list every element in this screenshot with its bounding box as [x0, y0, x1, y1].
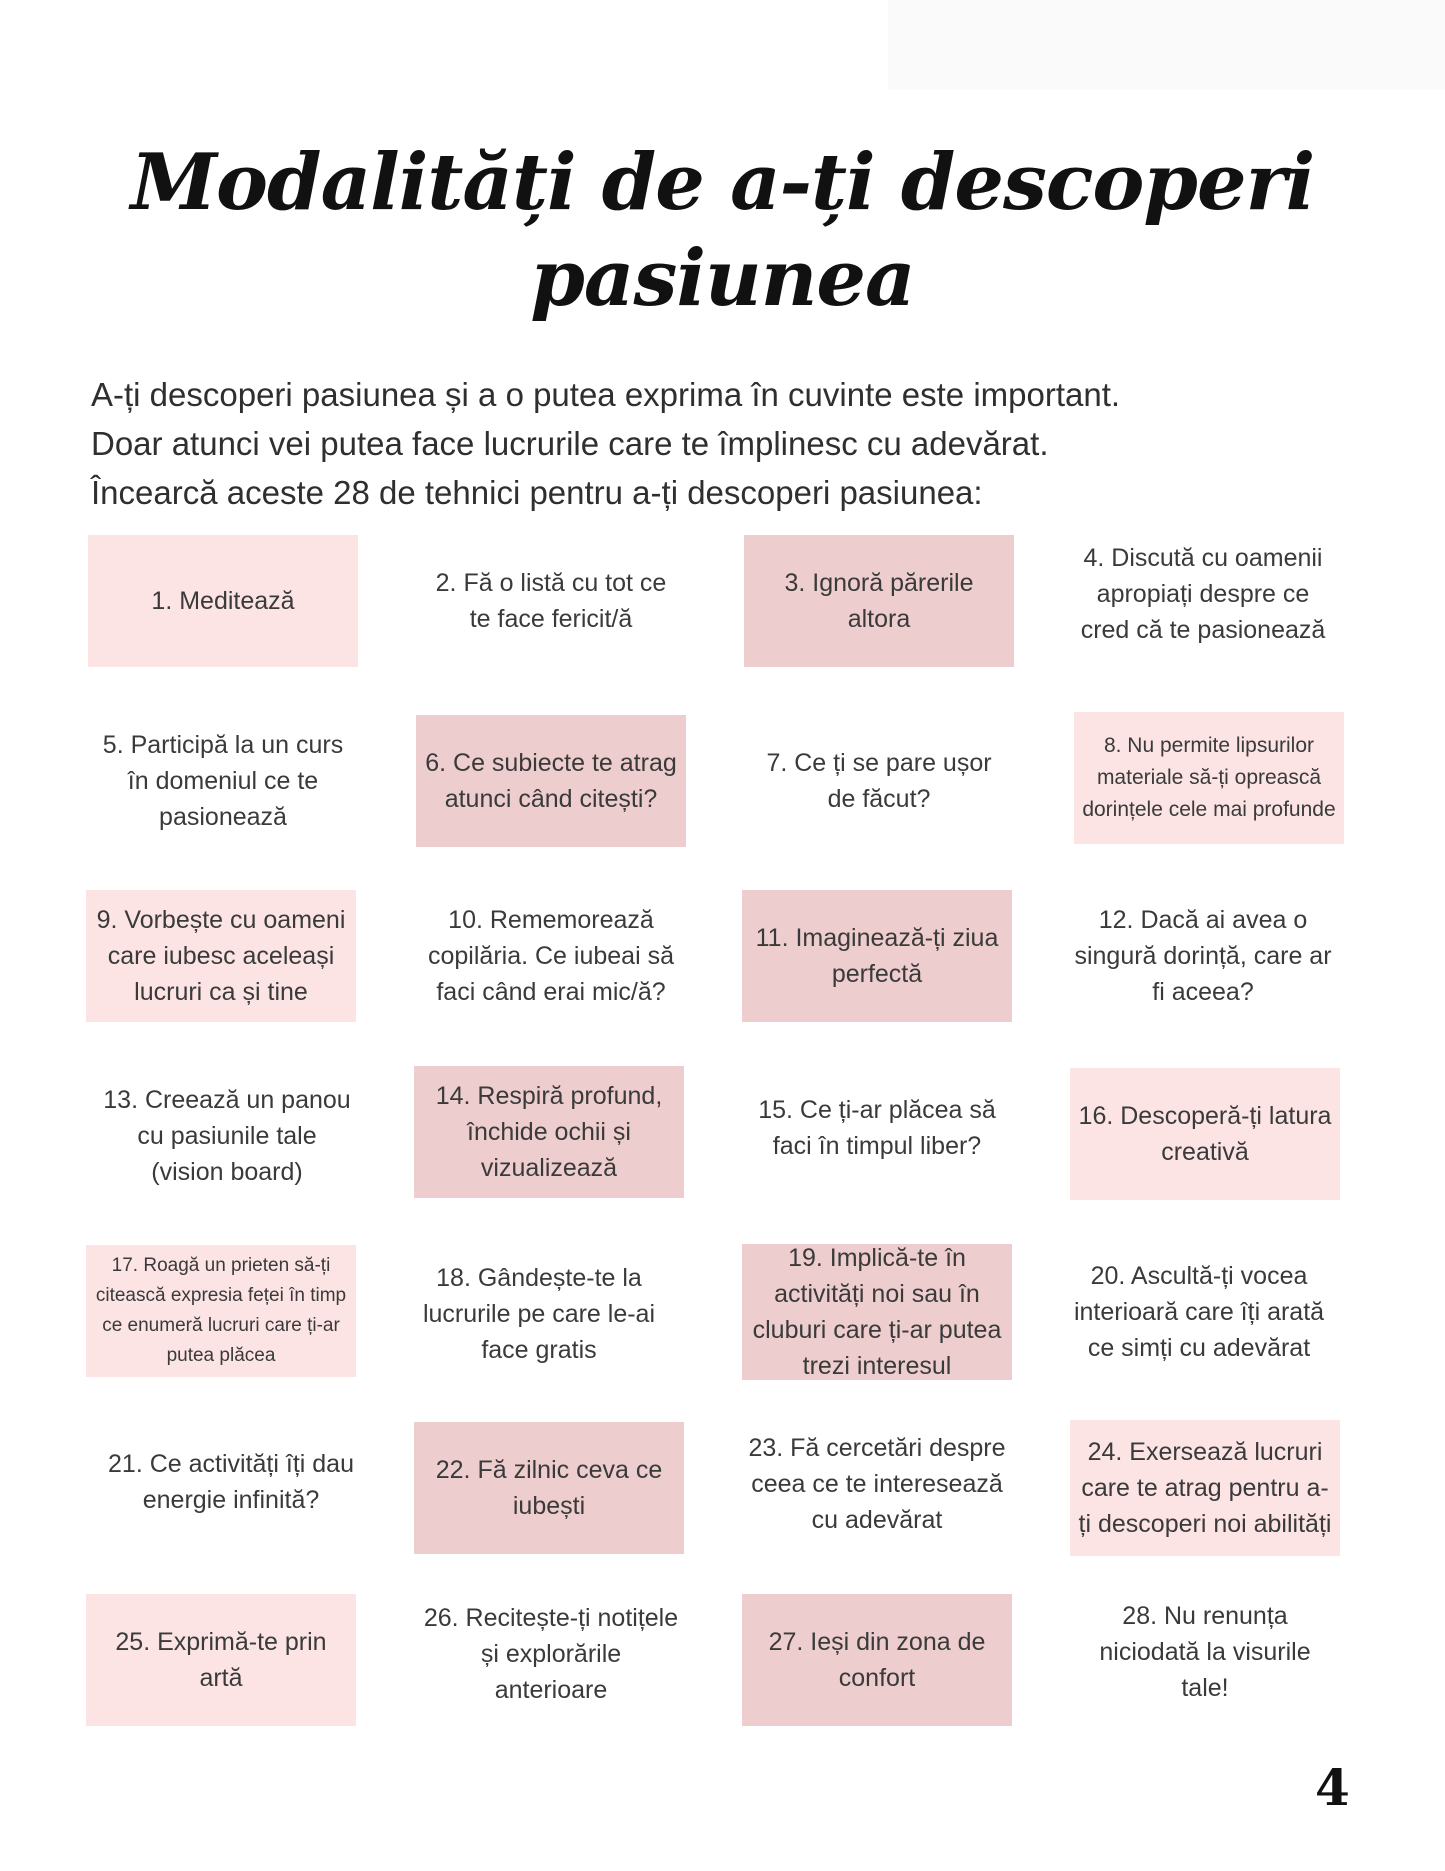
title-line-2: pasiunea — [530, 233, 915, 324]
technique-card-27 — [742, 1594, 1012, 1726]
technique-card-18 — [404, 1248, 674, 1380]
technique-text: 9. Vorbește cu oameni care iubesc aceleași lucruri ca și tine — [96, 906, 346, 1006]
intro-line: A-ți descoperi pasiunea și a o putea exprima în cuvinte este important. — [91, 376, 1121, 413]
technique-text: 20. Ascultă-ți vocea interioară care îți arată ce simți cu adevărat — [1073, 1262, 1325, 1362]
technique-text: 12. Dacă ai avea o singură dorință, care ar fi aceea? — [1074, 906, 1332, 1006]
intro-line: Doar atunci vei putea face lucrurile care te împlinesc cu adevărat. — [91, 425, 1049, 462]
technique-text: 19. Implică-te în activități noi sau în cluburi care ți-ar putea trezi interesul — [752, 1244, 1002, 1380]
technique-text: 2. Fă o listă cu tot ce te face fericit/ă — [435, 569, 667, 633]
technique-card-10 — [416, 890, 686, 1022]
title-line-1: Modalități de a-ți descoperi — [130, 137, 1315, 228]
technique-card-7 — [744, 715, 1014, 847]
technique-text: 16. Descoperă-ți latura creativă — [1078, 1102, 1332, 1166]
technique-text: 10. Rememorează copilăria. Ce iubeai să faci când erai mic/ă? — [428, 906, 674, 1006]
technique-card-11 — [742, 890, 1012, 1022]
technique-card-9 — [86, 890, 356, 1022]
technique-card-12 — [1068, 890, 1338, 1022]
technique-text: 25. Exprimă-te prin artă — [115, 1628, 327, 1692]
page-title — [0, 135, 1445, 327]
technique-text: 17. Roagă un prieten să-ți citească expresia feței în timp ce enumeră lucruri care ți-ar putea plăcea — [95, 1255, 347, 1366]
technique-card-1 — [88, 535, 358, 667]
technique-card-8 — [1074, 712, 1344, 844]
technique-text: 28. Nu renunța niciodată la visurile tale! — [1099, 1602, 1311, 1702]
technique-card-22 — [414, 1422, 684, 1554]
technique-card-24 — [1070, 1420, 1340, 1556]
technique-card-21 — [96, 1416, 366, 1548]
technique-text: 18. Gândește-te la lucrurile pe care le-ai face gratis — [422, 1264, 656, 1364]
technique-card-19 — [742, 1244, 1012, 1380]
technique-card-16 — [1070, 1068, 1340, 1200]
technique-card-4 — [1068, 528, 1338, 660]
technique-text: 5. Participă la un curs în domeniul ce te pasionează — [102, 731, 344, 831]
technique-text: 21. Ce activități îți dau energie infinită? — [108, 1450, 354, 1514]
technique-card-28 — [1070, 1586, 1340, 1718]
technique-text: 1. Meditează — [151, 587, 295, 615]
technique-card-23 — [742, 1418, 1012, 1550]
technique-card-3 — [744, 535, 1014, 667]
technique-text: 8. Nu permite lipsurilor materiale să-ți oprească dorințele cele mai profunde — [1082, 734, 1336, 821]
technique-card-6 — [416, 715, 686, 847]
technique-text: 7. Ce ți se pare ușor de făcut? — [766, 749, 992, 813]
corner-shade — [888, 0, 1445, 90]
technique-text: 23. Fă cercetări despre ceea ce te interesează cu adevărat — [748, 1434, 1006, 1534]
technique-text: 15. Ce ți-ar plăcea să faci în timpul liber? — [758, 1096, 996, 1160]
technique-text: 24. Exersează lucruri care te atrag pentru a-ți descoperi noi abilități — [1078, 1438, 1332, 1538]
intro-line: Încearcă aceste 28 de tehnici pentru a-ți descoperi pasiunea: — [91, 474, 983, 511]
technique-card-13 — [92, 1070, 362, 1202]
technique-card-2 — [416, 535, 686, 667]
technique-text: 4. Discută cu oamenii apropiați despre ce cred că te pasionează — [1080, 544, 1326, 644]
technique-text: 11. Imaginează-ți ziua perfectă — [755, 924, 999, 988]
technique-text: 27. Ieși din zona de confort — [768, 1628, 986, 1692]
technique-text: 22. Fă zilnic ceva ce iubești — [435, 1456, 663, 1520]
technique-card-17 — [86, 1245, 356, 1377]
technique-card-20 — [1064, 1246, 1334, 1378]
technique-text: 3. Ignoră părerile altora — [784, 569, 974, 633]
technique-card-26 — [416, 1588, 686, 1720]
technique-card-5 — [88, 715, 358, 847]
technique-card-15 — [742, 1062, 1012, 1194]
technique-text: 13. Creează un panou cu pasiunile tale (vision board) — [103, 1086, 351, 1186]
technique-text: 6. Ce subiecte te atrag atunci când citești? — [425, 749, 677, 813]
technique-card-25 — [86, 1594, 356, 1726]
technique-text: 26. Recitește-ți notițele și explorările anterioare — [423, 1604, 679, 1704]
technique-card-14 — [414, 1066, 684, 1198]
intro-paragraph — [91, 370, 1391, 517]
page-number: 4 — [1315, 1758, 1350, 1817]
technique-text: 14. Respiră profund, închide ochii și vizualizează — [435, 1082, 663, 1182]
